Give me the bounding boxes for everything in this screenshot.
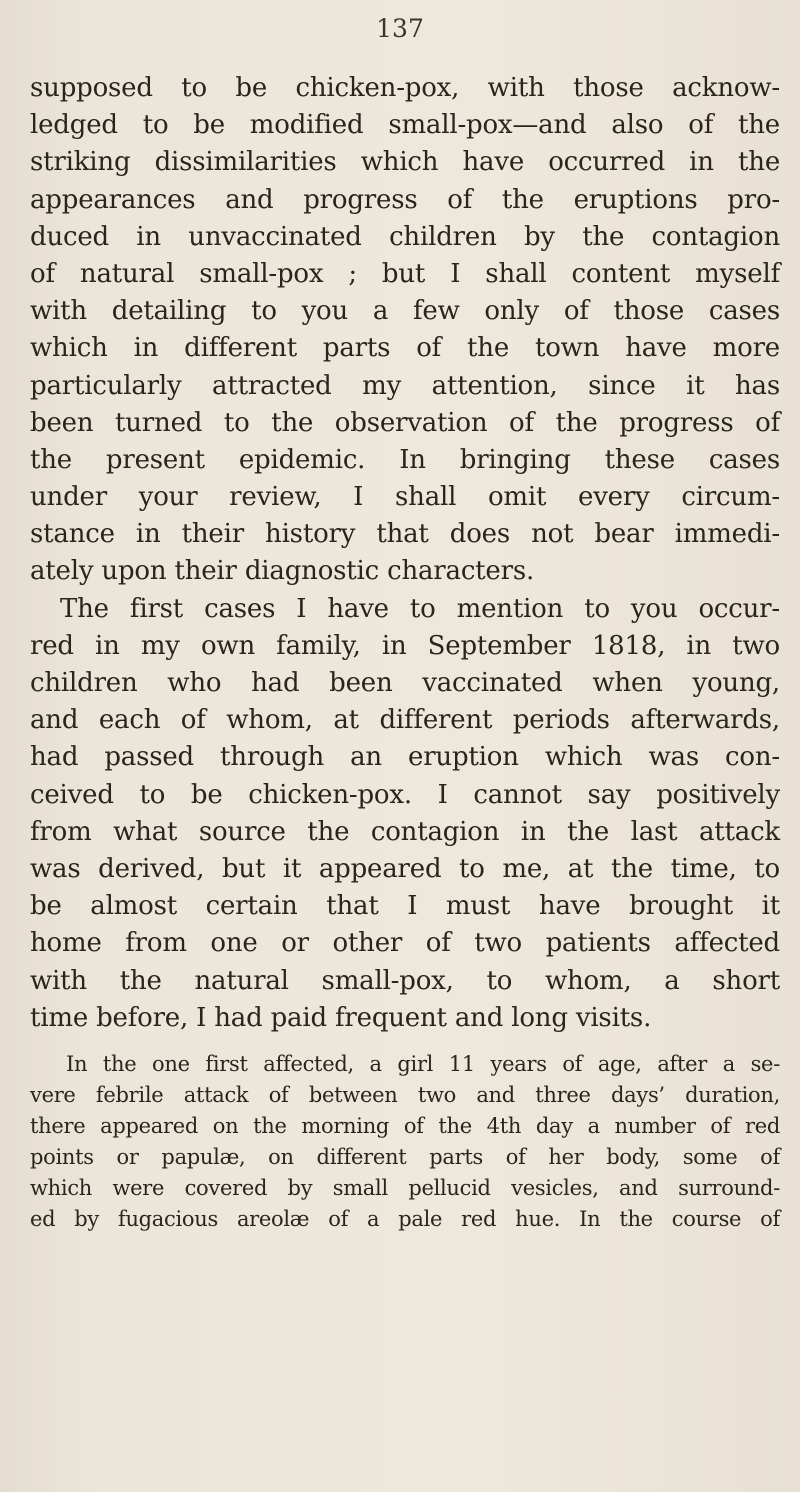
paragraph-2 [30, 591, 780, 1037]
paragraph-1 [30, 70, 780, 591]
text-line: with detailing to you a few only of those cases [30, 296, 780, 327]
text-line: stance in their history that does not bear immedi- [30, 519, 780, 550]
text-line: home from one or other of two patients affected [30, 928, 780, 959]
text-line: The first cases I have to mention to you occur- [60, 593, 780, 624]
text-line: which were covered by small pellucid vesicles, and surround- [30, 1175, 780, 1200]
page-text [30, 70, 780, 1235]
paragraph-3 [30, 1049, 780, 1235]
text-line: appearances and progress of the eruptions pro- [30, 184, 780, 215]
text-line: there appeared on the morning of the 4th day a number of red [30, 1113, 780, 1138]
text-line: children who had been vaccinated when young, [30, 668, 780, 698]
text-line: ed by fugacious areolæ of a pale red hue. In the course of [30, 1206, 780, 1231]
text-line: under your review, I shall omit every circum- [30, 482, 780, 513]
text-line: time before, I had paid frequent and long visits. [30, 1002, 652, 1033]
text-line: ceived to be chicken-pox. I cannot say positively [30, 779, 780, 810]
text-line: had passed through an eruption which was con- [30, 742, 780, 773]
text-line: the present epidemic. In bringing these cases [30, 444, 780, 475]
text-line: and each of whom, at different periods afterwards, [30, 705, 780, 736]
text-line: be almost certain that I must have brought it [30, 891, 780, 922]
text-line: been turned to the observation of the progress of [30, 407, 780, 438]
text-line: was derived, but it appeared to me, at the time, to [30, 853, 780, 884]
text-line: striking dissimilarities which have occurred in the [30, 147, 780, 178]
text-line: In the one first affected, a girl 11 years of age, after a se- [66, 1051, 780, 1076]
page-number: 137 [376, 14, 424, 43]
text-line: from what source the contagion in the last attack [30, 816, 780, 847]
text-line: which in different parts of the town have more [30, 333, 780, 364]
text-line: vere febrile attack of between two and three days’ duration, [30, 1082, 780, 1107]
text-line: duced in unvaccinated children by the contagion [30, 221, 780, 252]
text-line: with the natural small-pox, to whom, a short [30, 965, 780, 996]
text-line: red in my own family, in September 1818, in two [30, 630, 780, 661]
text-line: ately upon their diagnostic characters. [30, 556, 535, 587]
text-line: ledged to be modified small-pox—and also of the [30, 110, 780, 141]
text-line: points or papulæ, on different parts of her body, some of [30, 1144, 780, 1169]
text-line: supposed to be chicken-pox, with those acknow- [30, 73, 780, 103]
text-line: of natural small-pox ; but I shall content myself [30, 258, 780, 289]
text-line: particularly attracted my attention, since it has [30, 370, 780, 401]
